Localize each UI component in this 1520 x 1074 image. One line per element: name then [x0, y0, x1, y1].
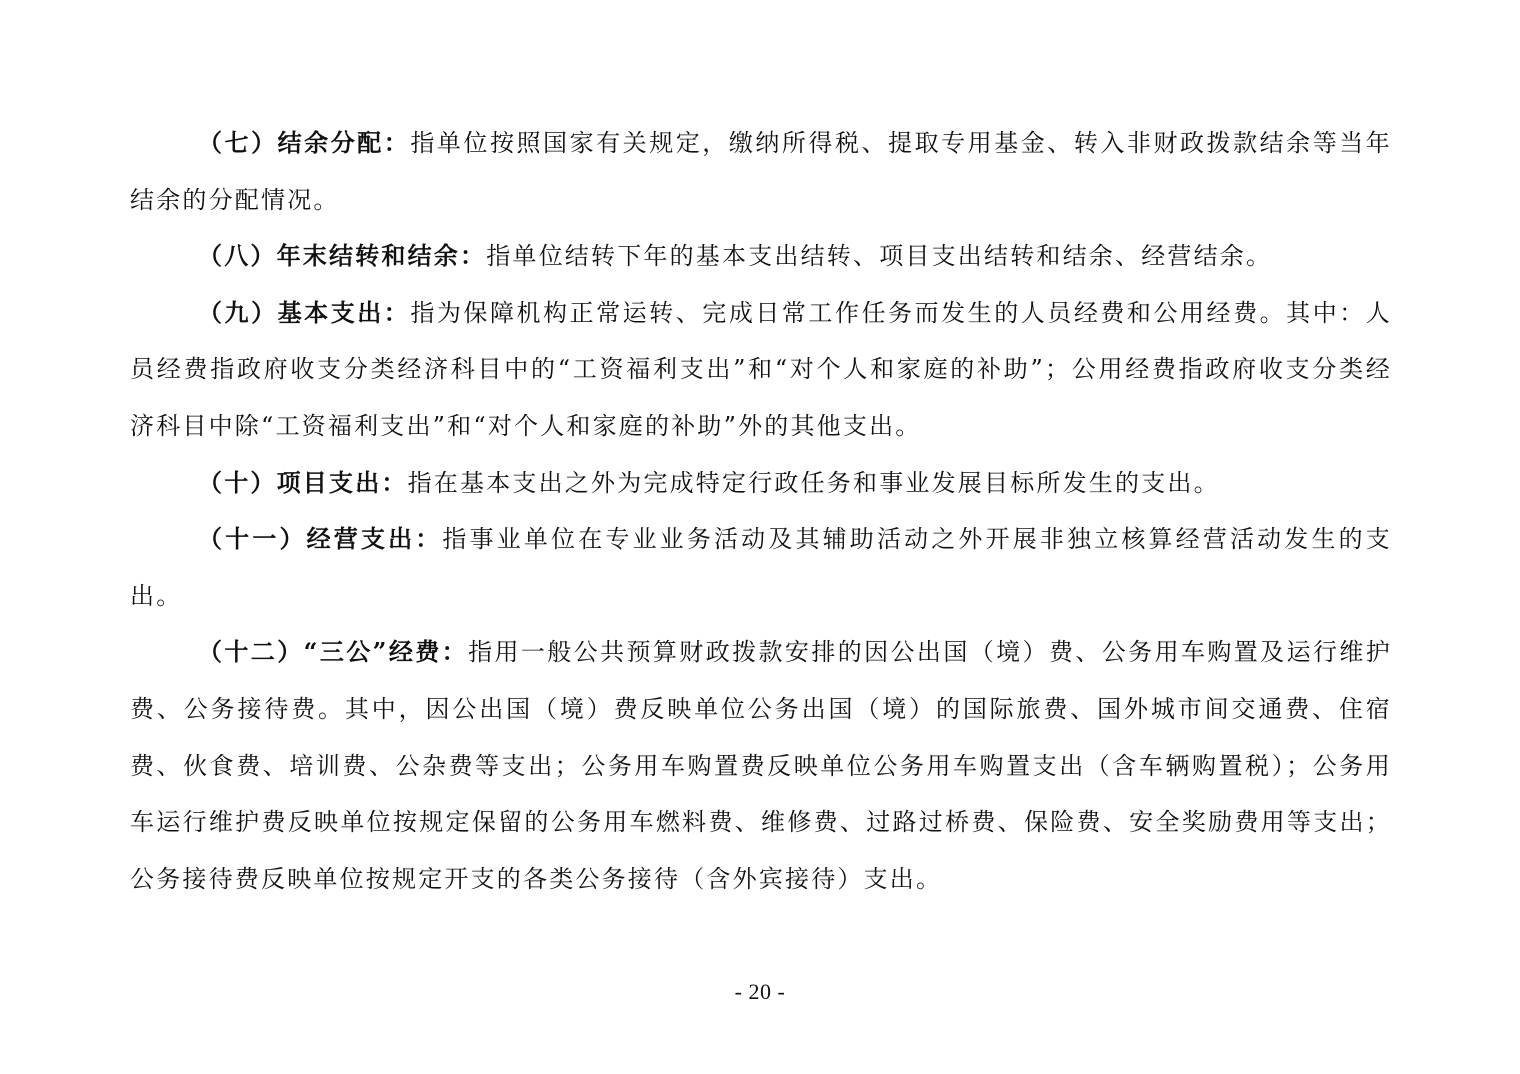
- term-definition: 指用一般公共预算财政拨款安排的因公出国（境）费、公务用车购置及运行维护费、公务接待费。其中，因公出国（境）费反映单位公务出国（境）的国际旅费、国外城市间交通费、住宿费、伙食费、培训费、公杂费等支出；公务用车购置费反映单位公务用车购置支出（含车辆购置税）；公务用车运行维护费反映单位按规定保留的公务用车燃料费、维修费、过路过桥费、保险费、安全奖励费用等支出；公务接待费反映单位按规定开支的各类公务接待（含外宾接待）支出。: [130, 638, 1393, 893]
- term-heading: （九）基本支出：: [198, 297, 411, 327]
- paragraph-year-end-carryover: [130, 228, 1392, 285]
- document-body: [130, 115, 1392, 907]
- term-heading: （十）项目支出：: [198, 467, 408, 497]
- paragraph-project-expenditure: [130, 455, 1392, 512]
- paragraph-surplus-distribution: [130, 115, 1392, 228]
- term-heading: （十一）经营支出：: [198, 524, 443, 554]
- term-definition: 指为保障机构正常运转、完成日常工作任务而发生的人员经费和公用经费。其中：人员经费指政府收支分类经济科目中的“工资福利支出”和“对个人和家庭的补助”；公用经费指政府收支分类经济科目中除“工资福利支出”和“对个人和家庭的补助”外的其他支出。: [130, 298, 1392, 440]
- term-heading: （八）年末结转和结余：: [198, 241, 487, 271]
- paragraph-three-public-expenses: [130, 624, 1392, 907]
- term-definition: 指单位按照国家有关规定，缴纳所得税、提取专用基金、转入非财政拨款结余等当年结余的分配情况。: [130, 129, 1392, 214]
- paragraph-basic-expenditure: [130, 285, 1392, 455]
- term-heading: （七）结余分配：: [198, 128, 411, 157]
- paragraph-operating-expenditure: [130, 511, 1392, 624]
- term-definition: 指在基本支出之外为完成特定行政任务和事业发展目标所发生的支出。: [407, 468, 1220, 497]
- term-definition: 指事业单位在专业业务活动及其辅助活动之外开展非独立核算经营活动发生的支出。: [130, 525, 1392, 610]
- term-heading: （十二）“三公”经费：: [198, 637, 469, 667]
- term-definition: 指单位结转下年的基本支出结转、项目支出结转和结余、经营结余。: [486, 242, 1273, 271]
- page-number: - 20 -: [734, 979, 786, 1004]
